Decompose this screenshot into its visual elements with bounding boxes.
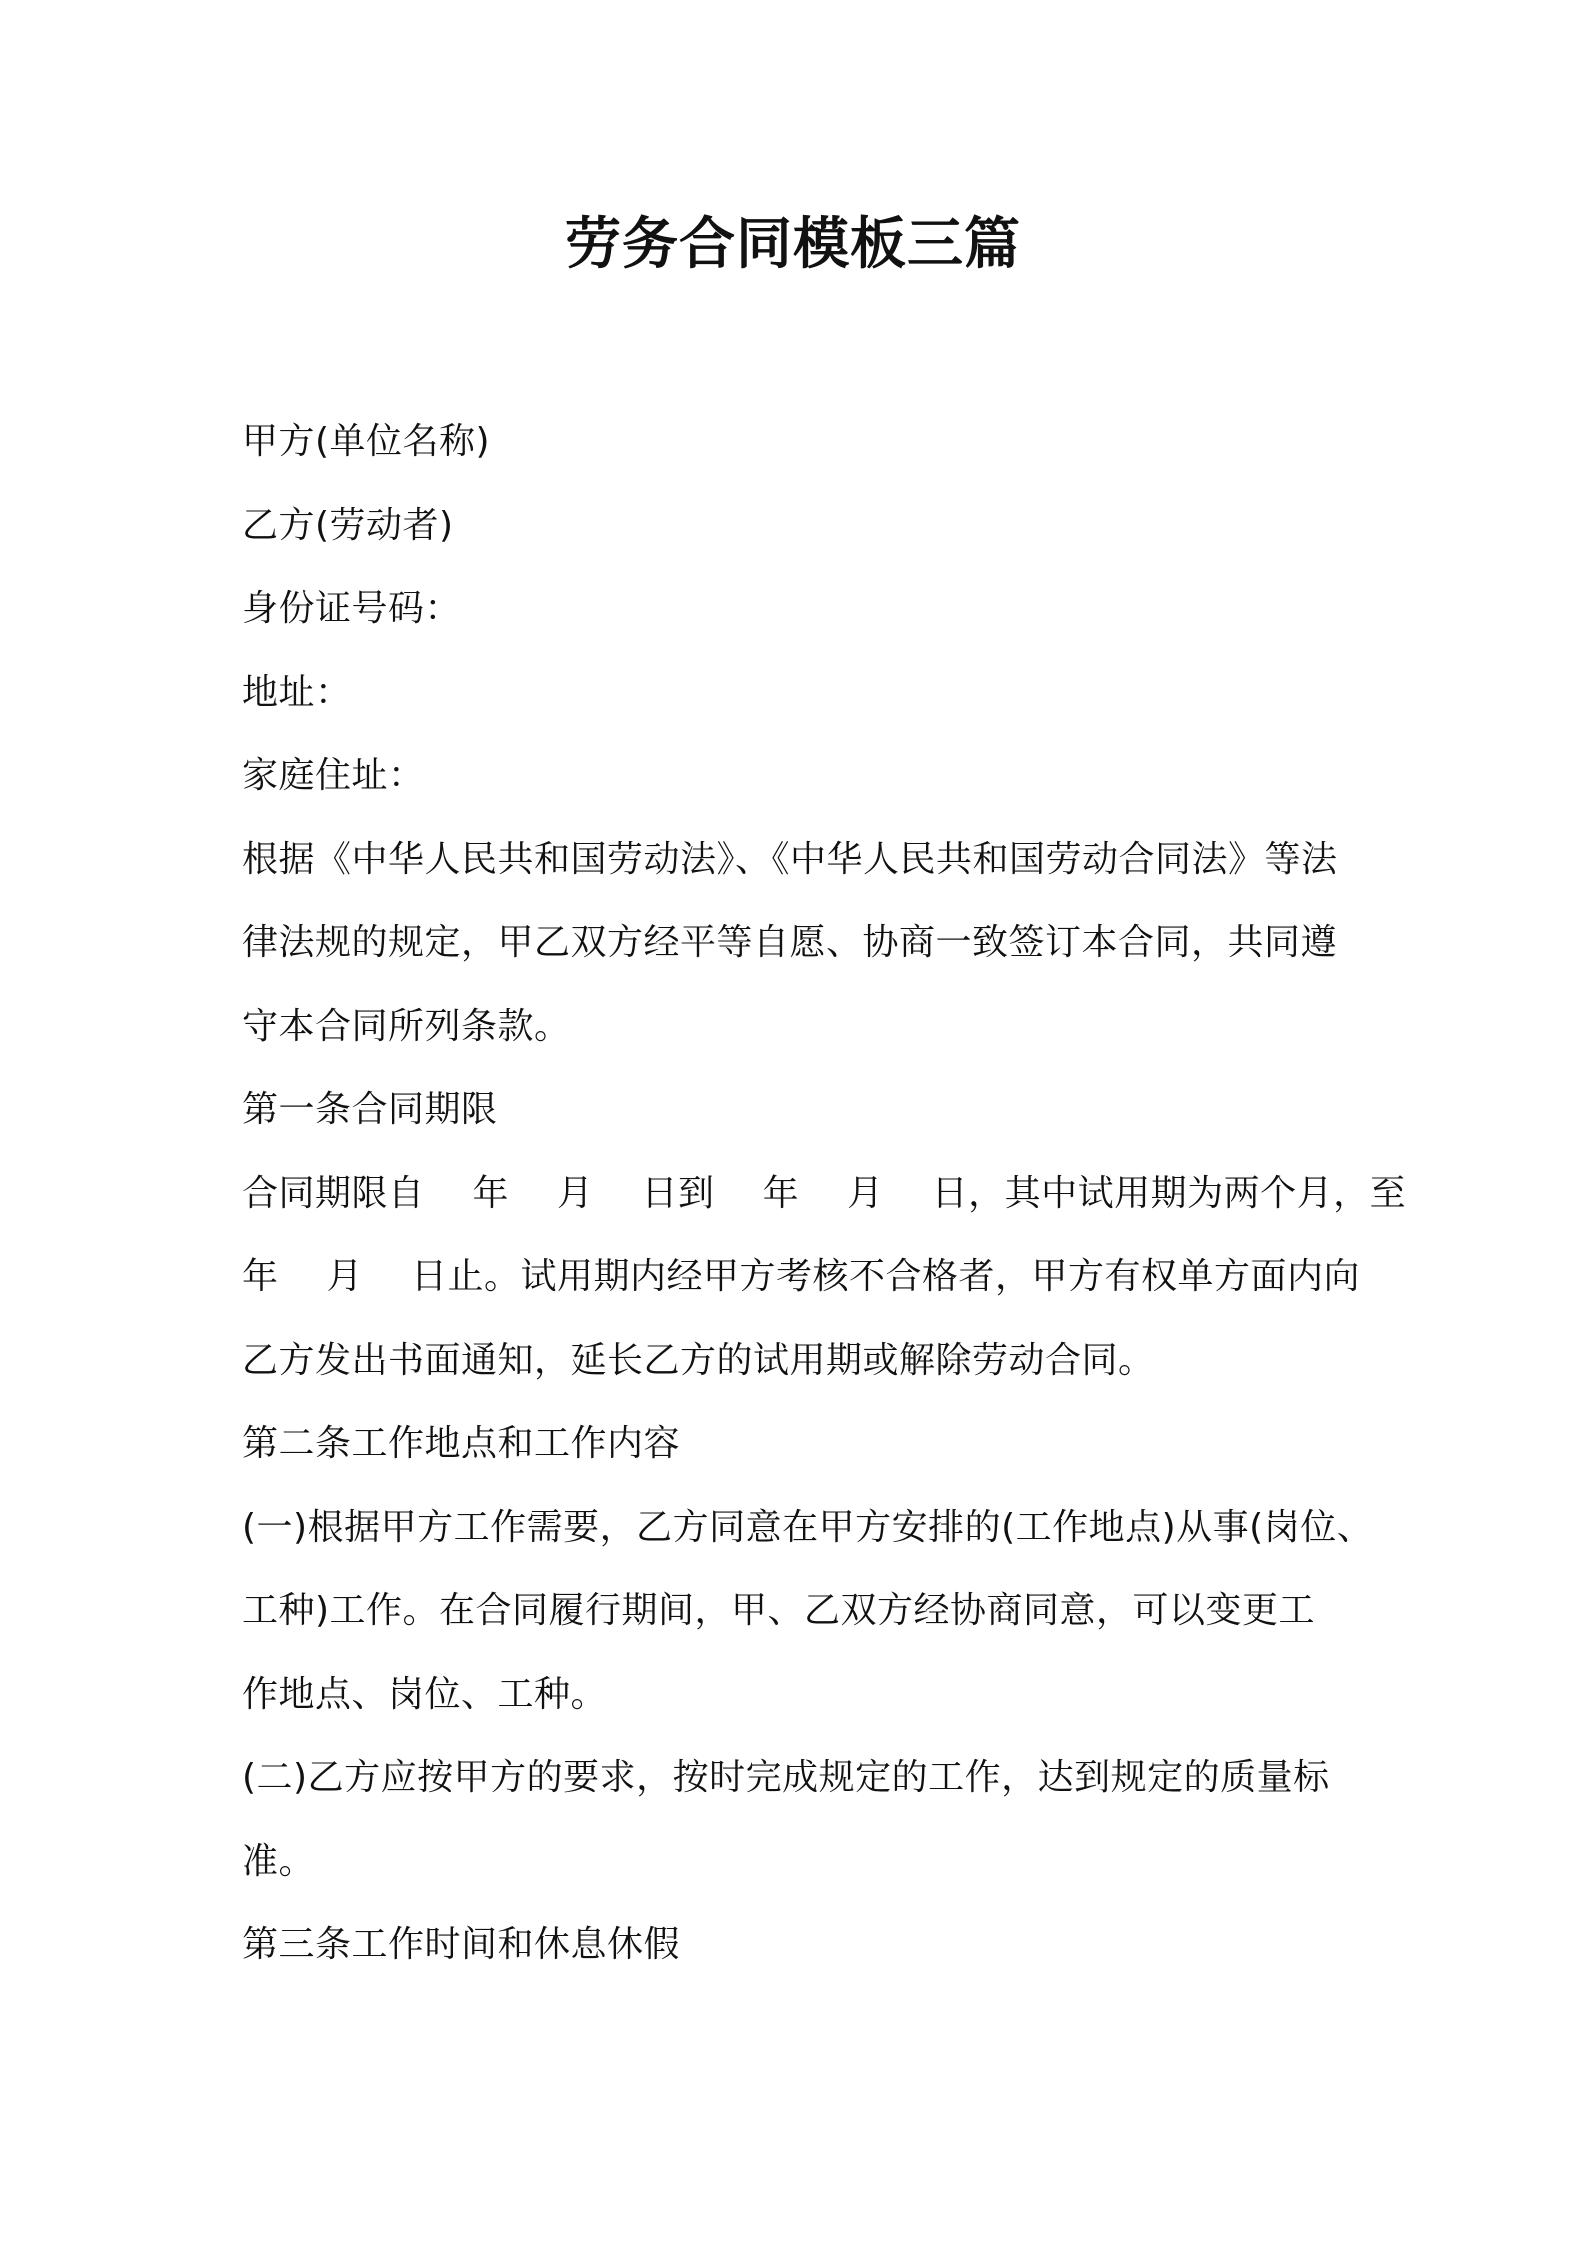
term-text: 合同期限自 — [242, 1172, 425, 1214]
term-text: 年 — [242, 1256, 279, 1297]
preamble-line: 律法规的规定，甲乙双方经平等自愿、协商一致签订本合同，共同遵 — [242, 922, 1338, 963]
term-text: 年 — [762, 1172, 800, 1214]
article1-heading: 第一条合同期限 — [242, 1089, 498, 1130]
term-text: 月 — [557, 1172, 594, 1214]
article2-line: 工种)工作。在合同履行期间，甲、乙双方经协商同意，可以变更工 — [242, 1590, 1316, 1631]
term-text: 月 — [847, 1172, 884, 1214]
term-text: 年 — [472, 1172, 510, 1214]
document-title: 劳务合同模板三篇 — [565, 212, 1021, 277]
article1-line — [242, 1235, 1372, 1319]
article3-heading: 第三条工作时间和休息休假 — [242, 1924, 681, 1965]
article2-line: 准。 — [242, 1840, 316, 1882]
document-body — [242, 400, 1407, 1987]
article2-line: (一)根据甲方工作需要，乙方同意在甲方安排的(工作地点)从事(岗位、 — [242, 1506, 1374, 1548]
address-line: 地址： — [242, 671, 352, 713]
preamble-line: 根据《中华人民共和国劳动法》、《中华人民共和国劳动合同法》等法 — [242, 838, 1338, 880]
term-text: 日止。试用期内经甲方考核不合格者，甲方有权单方面内向 — [411, 1256, 1361, 1297]
term-text: 日，其中试用期为两个月，至 — [931, 1172, 1407, 1214]
article2-line: 作地点、岗位、工种。 — [242, 1673, 608, 1715]
party-b-line: 乙方(劳动者) — [242, 504, 454, 546]
article1-line: 乙方发出书面通知，延长乙方的试用期或解除劳动合同。 — [242, 1339, 1155, 1381]
article2-heading: 第二条工作地点和工作内容 — [242, 1423, 681, 1464]
party-a-line: 甲方(单位名称) — [242, 421, 491, 462]
article2-line: (二)乙方应按甲方的要求，按时完成规定的工作，达到规定的质量标 — [242, 1757, 1330, 1798]
term-text: 月 — [326, 1256, 364, 1297]
article1-line — [242, 1152, 1407, 1236]
id-number-line: 身份证号码： — [242, 588, 462, 629]
term-text: 日到 — [641, 1172, 715, 1214]
preamble-line: 守本合同所列条款。 — [242, 1005, 571, 1047]
home-address-line: 家庭住址： — [242, 755, 425, 796]
